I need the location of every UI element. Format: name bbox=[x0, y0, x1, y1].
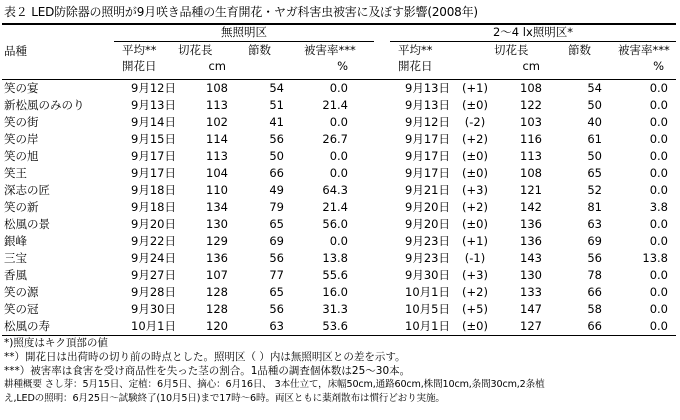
cell-lit-damage: 0.0 bbox=[649, 268, 668, 282]
cell-lit-length: 143 bbox=[520, 251, 542, 265]
cell-lit-damage: 0.0 bbox=[649, 115, 668, 129]
cell-lit-length: 136 bbox=[520, 234, 542, 248]
cell-lit-length: 122 bbox=[520, 98, 542, 112]
cell-unlit-length: 113 bbox=[206, 98, 228, 112]
cell-variety: 三宝 bbox=[4, 251, 27, 265]
table-row bbox=[2, 301, 676, 318]
cell-unlit-length: 128 bbox=[206, 285, 228, 299]
table-row bbox=[2, 216, 676, 233]
cell-unlit-damage: 31.3 bbox=[322, 302, 348, 316]
cell-unlit-nodes: 49 bbox=[269, 183, 284, 197]
cell-unlit-damage: 53.6 bbox=[322, 319, 348, 333]
cell-lit-length: 108 bbox=[520, 166, 542, 180]
cell-lit-damage: 0.0 bbox=[649, 285, 668, 299]
cell-lit-length: 121 bbox=[520, 183, 542, 197]
cell-variety: 笑の新 bbox=[4, 200, 39, 214]
cell-unlit-damage: 56.0 bbox=[322, 217, 348, 231]
cell-unlit-length: 108 bbox=[206, 81, 228, 95]
cell-unlit-date: 9月28日 bbox=[131, 285, 176, 299]
cell-lit-date: 9月23日 bbox=[405, 251, 450, 265]
cell-lit-nodes: 65 bbox=[587, 166, 602, 180]
cell-lit-length: 147 bbox=[520, 302, 542, 316]
cell-unlit-damage: 13.8 bbox=[322, 251, 348, 265]
cell-lit-date: 9月21日 bbox=[405, 183, 450, 197]
cell-lit-length: 127 bbox=[520, 319, 542, 333]
cell-unlit-length: 110 bbox=[206, 183, 228, 197]
header-lit-date: 開花日 bbox=[398, 59, 433, 73]
cell-lit-diff: (+3) bbox=[462, 268, 488, 282]
cell-lit-nodes: 56 bbox=[587, 251, 602, 265]
footnote-illuminance: *)照度はキク頂部の値 bbox=[4, 337, 108, 349]
cell-unlit-nodes: 56 bbox=[269, 132, 284, 146]
cell-unlit-nodes: 63 bbox=[269, 319, 284, 333]
cell-unlit-nodes: 56 bbox=[269, 251, 284, 265]
header-unlit-damage: 被害率*** bbox=[304, 43, 356, 57]
cell-variety: 香風 bbox=[4, 268, 27, 282]
cell-unlit-nodes: 65 bbox=[269, 285, 284, 299]
cell-lit-diff: (+2) bbox=[462, 132, 488, 146]
header-unlit-nodes: 節数 bbox=[248, 43, 271, 57]
header-lit-nodes: 節数 bbox=[568, 43, 591, 57]
cell-lit-diff: (+5) bbox=[462, 302, 488, 316]
cell-lit-date: 9月17日 bbox=[405, 166, 450, 180]
cell-unlit-date: 9月24日 bbox=[131, 251, 176, 265]
cell-lit-damage: 0.0 bbox=[649, 302, 668, 316]
group-header-unlit: 無照明区 bbox=[221, 25, 267, 39]
cell-lit-diff: (+1) bbox=[462, 81, 488, 95]
cell-lit-diff: (+1) bbox=[462, 234, 488, 248]
cell-unlit-date: 9月27日 bbox=[131, 268, 176, 282]
cell-unlit-date: 9月17日 bbox=[131, 166, 176, 180]
cell-unlit-length: 120 bbox=[206, 319, 228, 333]
cell-variety: 深志の匠 bbox=[4, 183, 50, 197]
cell-unlit-date: 9月13日 bbox=[131, 98, 176, 112]
cell-unlit-nodes: 56 bbox=[269, 302, 284, 316]
cell-unlit-nodes: 77 bbox=[269, 268, 284, 282]
cell-lit-damage: 0.0 bbox=[649, 81, 668, 95]
cell-unlit-damage: 16.0 bbox=[322, 285, 348, 299]
cell-lit-diff: (+3) bbox=[462, 183, 488, 197]
cell-variety: 笑の宴 bbox=[4, 81, 39, 95]
cell-unlit-date: 9月22日 bbox=[131, 234, 176, 248]
table-row bbox=[2, 318, 676, 335]
cell-lit-nodes: 58 bbox=[587, 302, 602, 316]
cell-lit-diff: (±0) bbox=[462, 319, 488, 333]
cell-unlit-length: 104 bbox=[206, 166, 228, 180]
group-header-lit: 2～4 lx照明区* bbox=[492, 25, 574, 39]
cell-unlit-damage: 64.3 bbox=[322, 183, 348, 197]
cell-lit-damage: 0.0 bbox=[649, 132, 668, 146]
table-row bbox=[2, 148, 676, 165]
table-row bbox=[2, 199, 676, 216]
footnotes bbox=[4, 336, 545, 406]
cell-lit-damage: 0.0 bbox=[649, 149, 668, 163]
table-row bbox=[2, 233, 676, 250]
cell-lit-nodes: 69 bbox=[587, 234, 602, 248]
cell-lit-diff: (-1) bbox=[464, 251, 486, 265]
header-unlit-avg: 平均** bbox=[122, 43, 157, 57]
cell-unlit-damage: 21.4 bbox=[322, 200, 348, 214]
cell-unlit-date: 9月15日 bbox=[131, 132, 176, 146]
cell-lit-length: 142 bbox=[520, 200, 542, 214]
cell-unlit-date: 9月18日 bbox=[131, 183, 176, 197]
header-lit-damage-unit: % bbox=[653, 59, 664, 73]
cell-lit-diff: (±0) bbox=[462, 149, 488, 163]
header-lit-avg: 平均** bbox=[398, 43, 433, 57]
cell-unlit-date: 9月17日 bbox=[131, 149, 176, 163]
cell-lit-length: 113 bbox=[520, 149, 542, 163]
header-variety: 品種 bbox=[4, 44, 27, 58]
cell-lit-length: 130 bbox=[520, 268, 542, 282]
table-row bbox=[2, 80, 676, 97]
cell-unlit-damage: 0.0 bbox=[329, 234, 348, 248]
table-row bbox=[2, 131, 676, 148]
cell-variety: 笑の街 bbox=[4, 115, 39, 129]
cell-lit-nodes: 54 bbox=[587, 81, 602, 95]
cell-lit-diff: (±0) bbox=[462, 166, 488, 180]
cell-lit-date: 9月13日 bbox=[405, 98, 450, 112]
cell-unlit-damage: 21.4 bbox=[322, 98, 348, 112]
cell-lit-date: 9月30日 bbox=[405, 268, 450, 282]
footnote-damage-rate: ***）被害率は食害を受け商品性を失った茎の割合。1品種の調査個体数は25～30本。 bbox=[4, 365, 411, 377]
cell-lit-damage: 0.0 bbox=[649, 319, 668, 333]
table-row bbox=[2, 250, 676, 267]
cell-unlit-nodes: 79 bbox=[269, 200, 284, 214]
cell-unlit-length: 130 bbox=[206, 217, 228, 231]
table-row bbox=[2, 97, 676, 114]
footnote-flowering-date: **）開花日は出荷時の切り前の時点とした。照明区（ ）内は無照明区との差を示す。 bbox=[4, 351, 406, 363]
cell-lit-nodes: 81 bbox=[587, 200, 602, 214]
cell-unlit-length: 129 bbox=[206, 234, 228, 248]
cell-lit-length: 103 bbox=[520, 115, 542, 129]
cell-variety: 笑の旭 bbox=[4, 149, 39, 163]
cell-unlit-length: 134 bbox=[206, 200, 228, 214]
cell-unlit-date: 9月20日 bbox=[131, 217, 176, 231]
footnote-cultivation-1: 耕種概要 さし芽：5月15日、定植：6月5日、摘心：6月16日、 3本仕立て，床幅50cm,通路60cm,株間10cm,条間30cm,2条植 bbox=[4, 379, 545, 390]
cell-lit-length: 136 bbox=[520, 217, 542, 231]
header-unlit-length: 切花長 bbox=[178, 43, 213, 57]
cell-unlit-length: 107 bbox=[206, 268, 228, 282]
cell-unlit-damage: 0.0 bbox=[329, 149, 348, 163]
cell-unlit-nodes: 50 bbox=[269, 149, 284, 163]
cell-lit-date: 9月17日 bbox=[405, 149, 450, 163]
footnote-cultivation-2: え,LEDの照明：6月25日～試験終了(10月5日)まで17時～6時。両区ともに薬剤散布は慣行どおり実施。 bbox=[4, 393, 445, 404]
cell-lit-nodes: 52 bbox=[587, 183, 602, 197]
cell-variety: 銀峰 bbox=[4, 234, 27, 248]
cell-lit-length: 116 bbox=[520, 132, 542, 146]
cell-variety: 笑の岸 bbox=[4, 132, 39, 146]
cell-lit-date: 10月1日 bbox=[405, 319, 450, 333]
cell-lit-diff: (+2) bbox=[462, 285, 488, 299]
table-row bbox=[2, 165, 676, 182]
cell-lit-nodes: 61 bbox=[587, 132, 602, 146]
cell-unlit-date: 10月1日 bbox=[131, 319, 176, 333]
cell-unlit-date: 9月12日 bbox=[131, 81, 176, 95]
cell-unlit-length: 128 bbox=[206, 302, 228, 316]
cell-lit-nodes: 63 bbox=[587, 217, 602, 231]
header-unlit-damage-unit: % bbox=[337, 59, 348, 73]
cell-unlit-length: 114 bbox=[206, 132, 228, 146]
cell-unlit-length: 113 bbox=[206, 149, 228, 163]
cell-lit-date: 10月5日 bbox=[405, 302, 450, 316]
cell-unlit-damage: 0.0 bbox=[329, 81, 348, 95]
cell-unlit-nodes: 66 bbox=[269, 166, 284, 180]
cell-lit-date: 9月13日 bbox=[405, 81, 450, 95]
cell-unlit-nodes: 51 bbox=[269, 98, 284, 112]
cell-lit-diff: (-2) bbox=[464, 115, 486, 129]
cell-variety: 新松風のみのり bbox=[4, 98, 85, 112]
cell-lit-nodes: 66 bbox=[587, 319, 602, 333]
cell-lit-damage: 0.0 bbox=[649, 166, 668, 180]
cell-variety: 松風の寿 bbox=[4, 319, 50, 333]
header-unlit-length-unit: cm bbox=[208, 59, 226, 73]
cell-unlit-damage: 26.7 bbox=[322, 132, 348, 146]
cell-unlit-damage: 0.0 bbox=[329, 115, 348, 129]
cell-lit-damage: 0.0 bbox=[649, 183, 668, 197]
cell-lit-length: 108 bbox=[520, 81, 542, 95]
cell-lit-diff: (+2) bbox=[462, 200, 488, 214]
cell-unlit-damage: 55.6 bbox=[322, 268, 348, 282]
cell-lit-damage: 0.0 bbox=[649, 217, 668, 231]
cell-unlit-length: 102 bbox=[206, 115, 228, 129]
table-row bbox=[2, 267, 676, 284]
cell-lit-diff: (±0) bbox=[462, 217, 488, 231]
header-lit-length: 切花長 bbox=[494, 43, 529, 57]
header-lit-damage: 被害率*** bbox=[618, 43, 670, 57]
cell-lit-damage: 3.8 bbox=[649, 200, 668, 214]
cell-lit-nodes: 66 bbox=[587, 285, 602, 299]
table-row bbox=[2, 114, 676, 131]
cell-unlit-nodes: 54 bbox=[269, 81, 284, 95]
cell-lit-date: 10月1日 bbox=[405, 285, 450, 299]
cell-unlit-length: 136 bbox=[206, 251, 228, 265]
cell-unlit-date: 9月14日 bbox=[131, 115, 176, 129]
table-title: 表２ LED防除器の照明が9月咲き品種の生育開花・ヤガ科害虫被害に及ぼす影響(2008年) bbox=[4, 5, 478, 19]
header-lit-length-unit: cm bbox=[522, 59, 540, 73]
cell-variety: 笑の源 bbox=[4, 285, 39, 299]
cell-lit-date: 9月23日 bbox=[405, 234, 450, 248]
cell-lit-nodes: 50 bbox=[587, 149, 602, 163]
cell-lit-nodes: 50 bbox=[587, 98, 602, 112]
cell-lit-length: 133 bbox=[520, 285, 542, 299]
cell-lit-nodes: 40 bbox=[587, 115, 602, 129]
cell-lit-date: 9月20日 bbox=[405, 217, 450, 231]
cell-unlit-date: 9月30日 bbox=[131, 302, 176, 316]
cell-lit-diff: (±0) bbox=[462, 98, 488, 112]
header-unlit-date: 開花日 bbox=[122, 59, 157, 73]
cell-unlit-damage: 0.0 bbox=[329, 166, 348, 180]
cell-variety: 松風の景 bbox=[4, 217, 50, 231]
cell-lit-date: 9月17日 bbox=[405, 132, 450, 146]
cell-unlit-date: 9月18日 bbox=[131, 200, 176, 214]
cell-unlit-nodes: 65 bbox=[269, 217, 284, 231]
cell-lit-damage: 0.0 bbox=[649, 98, 668, 112]
cell-lit-damage: 13.8 bbox=[642, 251, 668, 265]
cell-lit-date: 9月12日 bbox=[405, 115, 450, 129]
table-row bbox=[2, 284, 676, 301]
table-row bbox=[2, 182, 676, 199]
cell-unlit-nodes: 69 bbox=[269, 234, 284, 248]
cell-lit-date: 9月20日 bbox=[405, 200, 450, 214]
cell-variety: 笑の冠 bbox=[4, 302, 39, 316]
cell-lit-damage: 0.0 bbox=[649, 234, 668, 248]
cell-unlit-nodes: 41 bbox=[269, 115, 284, 129]
cell-lit-nodes: 78 bbox=[587, 268, 602, 282]
cell-variety: 笑王 bbox=[4, 166, 27, 180]
